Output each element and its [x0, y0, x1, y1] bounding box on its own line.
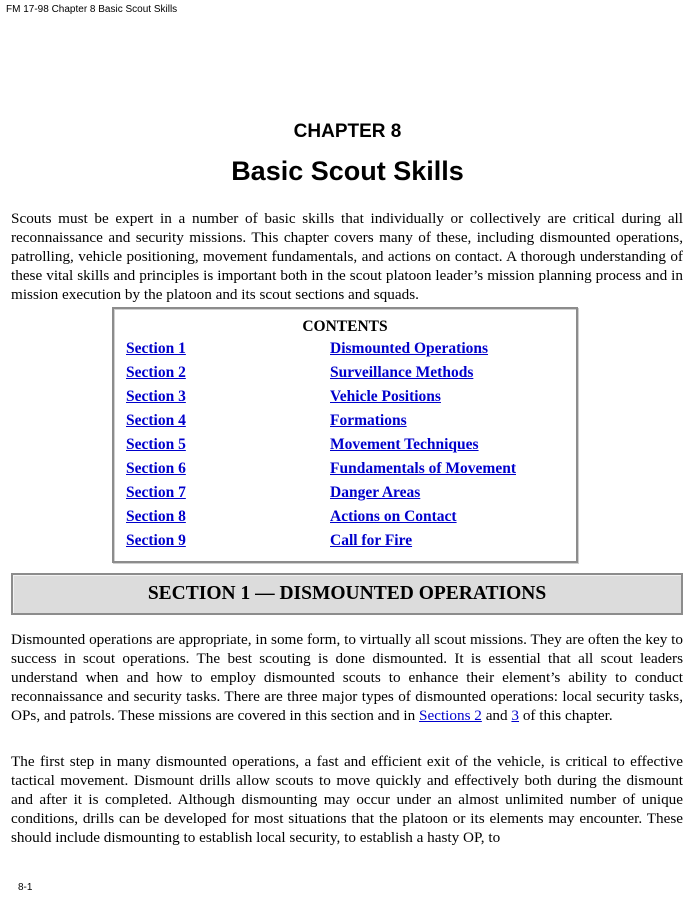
toc-row — [114, 364, 576, 386]
toc-row — [114, 508, 576, 530]
toc-row — [114, 460, 576, 482]
section-1-banner — [11, 573, 683, 615]
toc-section-link-5[interactable]: Section 5 — [126, 436, 186, 453]
chapter-label: CHAPTER 8 — [293, 121, 402, 142]
toc-topic-link-7[interactable]: Danger Areas — [330, 484, 421, 501]
toc-topic-link-1[interactable]: Dismounted Operations — [330, 340, 489, 357]
paragraph-text: and — [481, 707, 512, 724]
toc-topic-link-5[interactable]: Movement Techniques — [330, 436, 479, 453]
toc-section-link-4[interactable]: Section 4 — [126, 412, 186, 429]
intro-paragraph: Scouts must be expert in a number of basic skills that individually or collectively are critical during all reconnaissance and security missions. This chapter covers many of these, including dismounted operations, patrolling, vehicle positioning, movement fundamentals, and actions on contact. A thorough understanding of these vital skills and principles is important both in the scout platoon leader’s mission planning process and in mission execution by the platoon and its scout sections and squads. — [11, 210, 683, 303]
contents-title: CONTENTS — [302, 318, 388, 335]
toc-row — [114, 340, 576, 362]
running-head: FM 17-98 Chapter 8 Basic Scout Skills — [6, 4, 178, 15]
toc-topic-link-3[interactable]: Vehicle Positions — [330, 388, 441, 405]
contents-box — [112, 307, 578, 563]
toc-section-link-2[interactable]: Section 2 — [126, 364, 186, 381]
section-1-paragraph-2: The first step in many dismounted operations, a fast and efficient exit of the vehicle, is critical to effective tactical movement. Dismount drills allow scouts to move quickly and effectively both during the dismount and after it is completed. Although dismounting may occur under an almost unlimited number of unique conditions, drills can be developed for most situations that the platoon or its elements may encounter. These should include dismounting to establish local security, to establish a hasty OP, to — [11, 753, 683, 846]
toc-row — [114, 388, 576, 410]
toc-row — [114, 484, 576, 506]
toc-topic-link-9[interactable]: Call for Fire — [330, 532, 413, 549]
paragraph-text: Dismounted operations are appropriate, in some form, to virtually all scout missions. They are often the key to success in scout operations. The best scouting is done dismounted. It is essential that all scout leaders understand when and how to employ dismounted scouts to enhance their element’s ability to conduct reconnaissance and security tasks. There are three major types of dismounted operations: local security tasks, OPs, and patrols. These missions are covered in this section and in — [11, 631, 683, 724]
paragraph-text: of this chapter. — [519, 707, 613, 724]
toc-row — [114, 532, 576, 554]
toc-topic-link-6[interactable]: Fundamentals of Movement — [330, 460, 516, 477]
toc-row — [114, 412, 576, 434]
toc-section-link-1[interactable]: Section 1 — [126, 340, 186, 357]
toc-topic-link-4[interactable]: Formations — [330, 412, 407, 429]
toc-topic-link-8[interactable]: Actions on Contact — [330, 508, 457, 525]
page-number: 8-1 — [18, 882, 33, 893]
toc-section-link-9[interactable]: Section 9 — [126, 532, 186, 549]
chapter-title: Basic Scout Skills — [231, 156, 464, 186]
toc-topic-link-2[interactable]: Surveillance Methods — [330, 364, 474, 381]
toc-row — [114, 436, 576, 458]
toc-section-link-8[interactable]: Section 8 — [126, 508, 186, 525]
toc-section-link-7[interactable]: Section 7 — [126, 484, 186, 501]
section-1-title: SECTION 1 — DISMOUNTED OPERATIONS — [147, 583, 547, 604]
toc-section-link-3[interactable]: Section 3 — [126, 388, 186, 405]
section-1-paragraph-1 — [11, 630, 683, 725]
section-3-link[interactable]: 3 — [511, 707, 520, 724]
toc-section-link-6[interactable]: Section 6 — [126, 460, 186, 477]
sections-2-link[interactable]: Sections 2 — [419, 707, 482, 724]
